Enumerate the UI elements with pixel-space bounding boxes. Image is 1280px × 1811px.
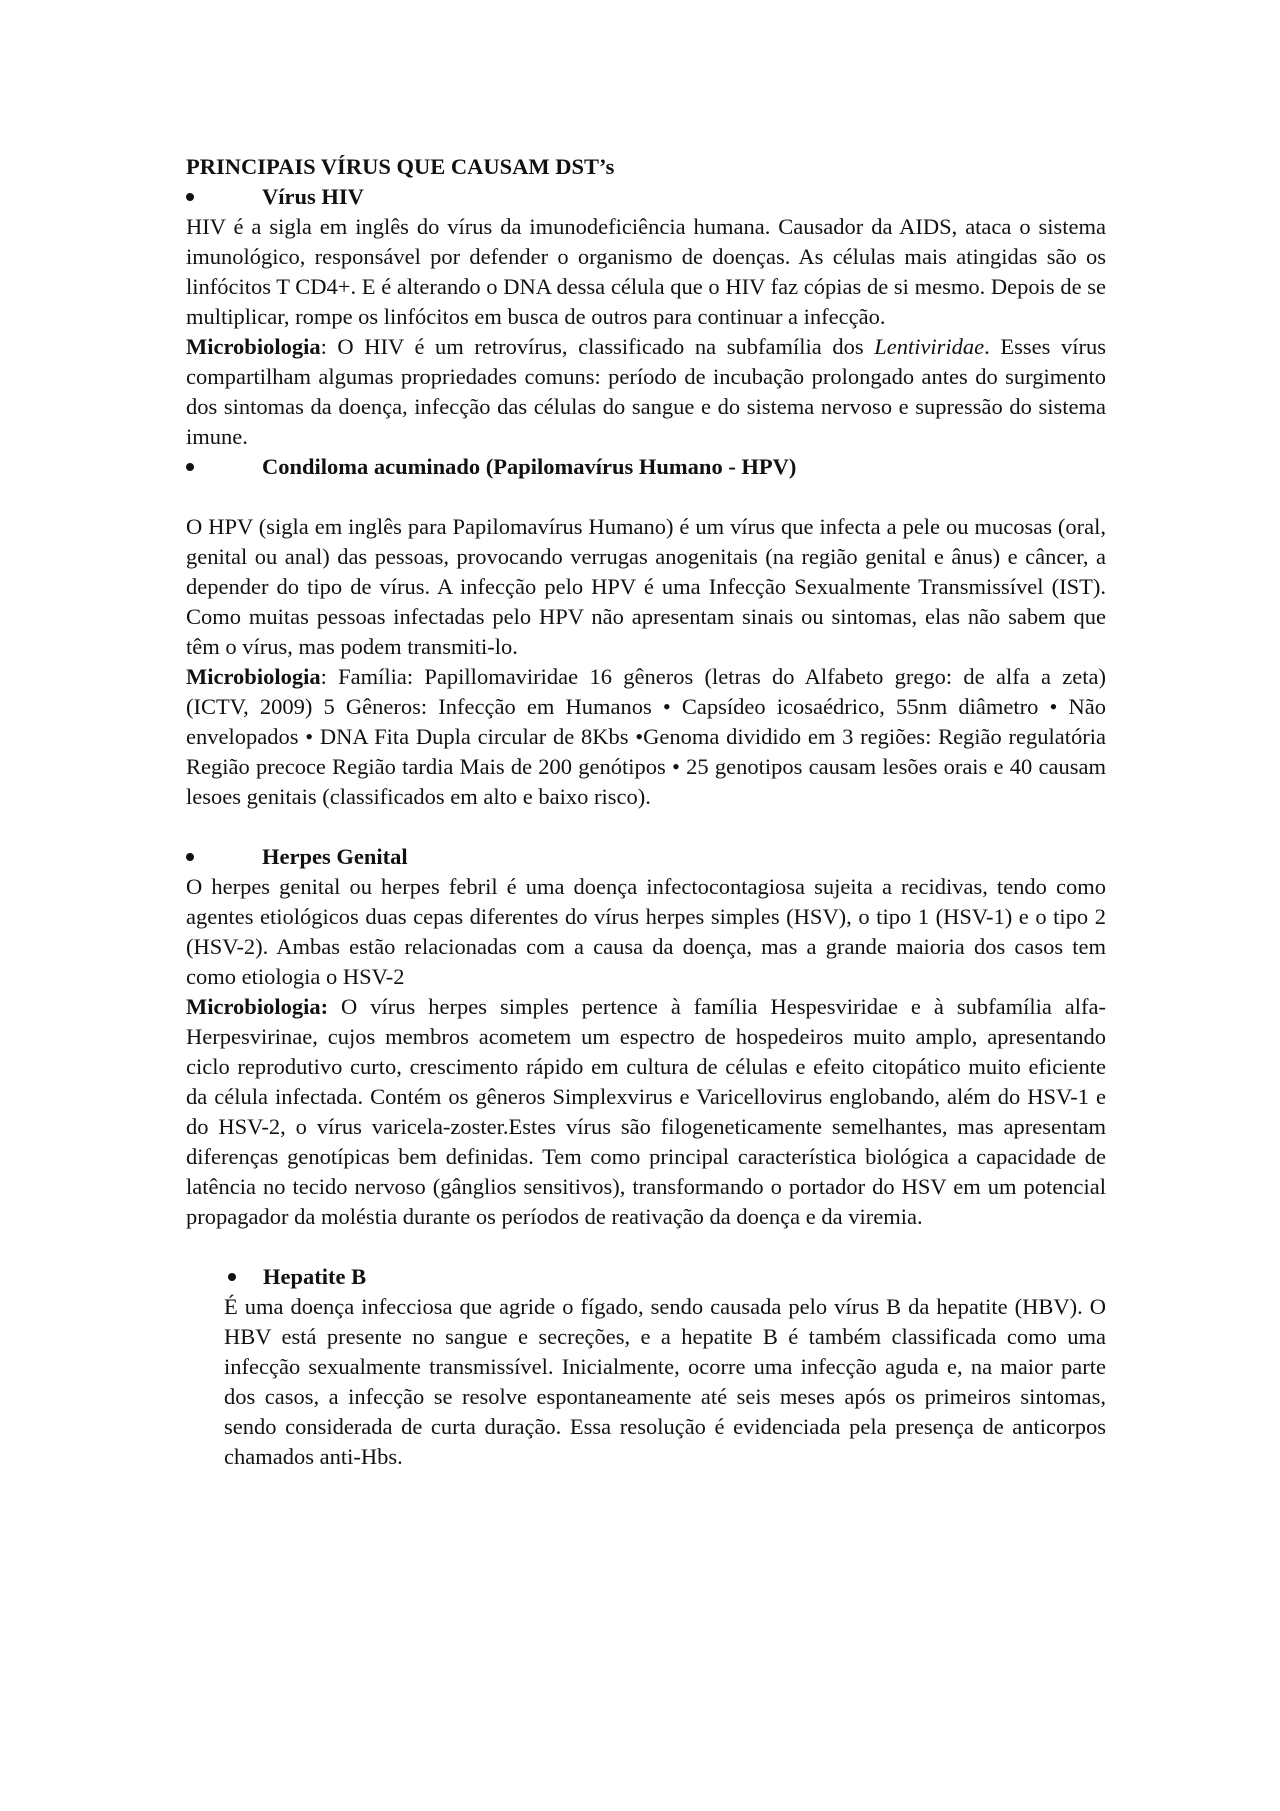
microbiology-text: : O HIV é um retrovírus, classificado na subfamília dos — [320, 334, 875, 359]
section-heading-herpes — [186, 842, 1106, 872]
section-heading-label: Herpes Genital — [262, 844, 408, 869]
microbiology-italic-term: Lentiviridae — [874, 334, 985, 359]
document-body — [186, 152, 1106, 1472]
bullet-icon — [186, 193, 194, 201]
section-description-hiv: HIV é a sigla em inglês do vírus da imunodeficiência humana. Causador da AIDS, ataca o sistema imunológico, responsável por defender o organismo de doenças. As células mais atingidas são os linfócitos T CD4+. E é alterando o DNA dessa célula que o HIV faz cópias de si mesmo. Depois de se multiplicar, rompe os linfócitos em busca de outros para continuar a infecção. — [186, 214, 1106, 329]
section-heading-label: Hepatite B — [263, 1264, 367, 1289]
microbiology-text: O vírus herpes simples pertence à família Hespesviridae e à subfamília alfa-Herpesvirinae, cujos membros acometem um espectro de hospedeiros muito amplo, apresentando ciclo reprodutivo curto, crescimento rápido em cultura de células e efeito citopático muito eficiente da célula infectada. Contém os gêneros Simplexvirus e Varicellovirus englobando, além do HSV-1 e do HSV-2, o vírus varicela-zoster.Estes vírus são filogeneticamente semelhantes, mas apresentam diferenças genotípicas bem definidas. Tem como principal característica biológica a capacidade de latência no tecido nervoso (gânglios sensitivos), transformando o portador do HSV em um potencial propagador da moléstia durante os períodos de reativação da doença e da viremia. — [186, 994, 1106, 1229]
section-microbiology-hpv — [186, 662, 1106, 812]
section-description-herpes: O herpes genital ou herpes febril é uma doença infectocontagiosa sujeita a recidivas, tendo como agentes etiológicos duas cepas diferentes do vírus herpes simples (HSV), o tipo 1 (HSV-1) e o tipo 2 (HSV-2). Ambas estão relacionadas com a causa da doença, mas a grande maioria dos casos tem como etiologia o HSV-2 — [186, 874, 1106, 989]
document-title: PRINCIPAIS VÍRUS QUE CAUSAM DST’s — [186, 154, 615, 179]
microbiology-label: Microbiologia — [186, 664, 321, 689]
section-heading-hepatite-b — [224, 1262, 1106, 1292]
bullet-icon — [186, 853, 194, 861]
section-microbiology-hiv — [186, 332, 1106, 452]
section-heading-label: Condiloma acuminado (Papilomavírus Humano - HPV) — [262, 454, 797, 479]
section-description-hepatite-b: É uma doença infecciosa que agride o fígado, sendo causada pelo vírus B da hepatite (HBV). O HBV está presente no sangue e secreções, e a hepatite B é também classificada como uma infecção sexualmente transmissível. Inicialmente, ocorre uma infecção aguda e, na maior parte dos casos, a infecção se resolve espontaneamente até seis meses após os primeiros sintomas, sendo considerada de curta duração. Essa resolução é evidenciada pela presença de anticorpos chamados anti-Hbs. — [224, 1294, 1106, 1469]
section-description-hpv: O HPV (sigla em inglês para Papilomavírus Humano) é um vírus que infecta a pele ou mucosas (oral, genital ou anal) das pessoas, provocando verrugas anogenitais (na região genital e ânus) e câncer, a depender do tipo de vírus. A infecção pelo HPV é uma Infecção Sexualmente Transmissível (IST). Como muitas pessoas infectadas pelo HPV não apresentam sinais ou sintomas, elas não sabem que têm o vírus, mas podem transmiti-lo. — [186, 514, 1106, 659]
blank-line — [186, 1232, 1106, 1262]
bullet-icon — [186, 463, 194, 471]
section-hepatite-b — [224, 1262, 1106, 1472]
microbiology-label: Microbiologia — [186, 334, 321, 359]
section-microbiology-herpes — [186, 992, 1106, 1232]
section-heading-hpv — [186, 452, 1106, 482]
bullet-icon — [228, 1273, 236, 1281]
blank-line — [186, 812, 1106, 842]
microbiology-text: : Família: Papillomaviridae 16 gêneros (letras do Alfabeto grego: de alfa a zeta) (ICTV, 2009) 5 Gêneros: Infecção em Humanos • Capsídeo icosaédrico, 55nm diâmetro • Não envelopados • DNA Fita Dupla circular de 8Kbs •Genoma dividido em 3 regiões: Região regulatória Região precoce Região tardia Mais de 200 genótipos • 25 genotipos causam lesões orais e 40 causam lesoes genitais (classificados em alto e baixo risco). — [186, 664, 1106, 809]
microbiology-label: Microbiologia: — [186, 994, 329, 1019]
section-heading-hiv — [186, 182, 1106, 212]
blank-line — [186, 482, 1106, 512]
section-heading-label: Vírus HIV — [262, 184, 364, 209]
microbiology-text: . Esses vírus compartilham algumas propriedades comuns: período de incubação prolongado antes do surgimento dos sintomas da doença, infecção das células do sangue e do sistema nervoso e supressão do sistema imune. — [186, 334, 1106, 449]
